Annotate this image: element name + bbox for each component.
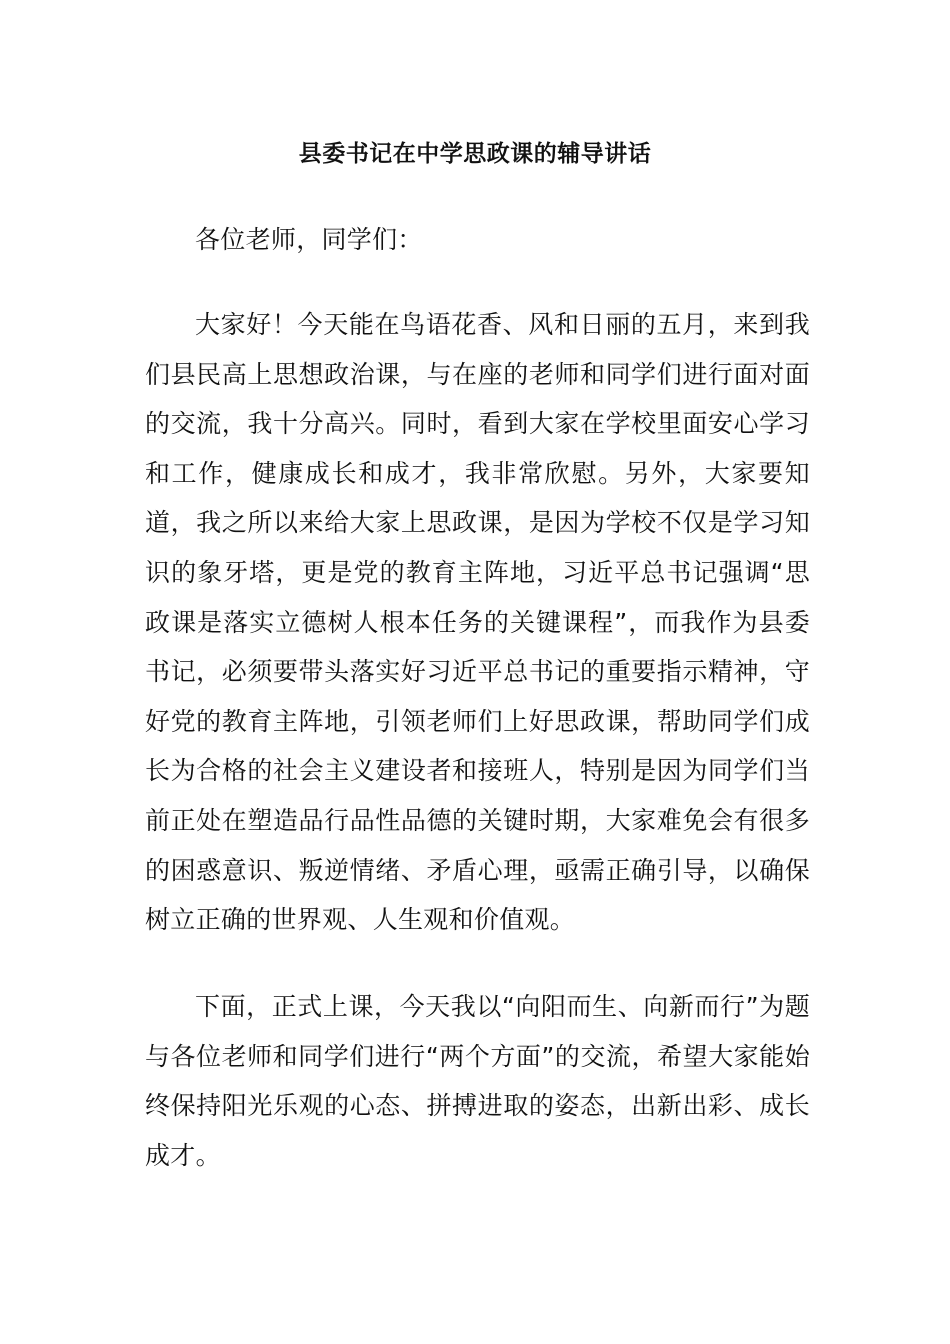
paragraph-1: 大家好！今天能在鸟语花香、风和日丽的五月，来到我们县民高上思想政治课，与在座的老师和同学们进行面对面的交流，我十分高兴。同时，看到大家在学校里面安心学习和工作，健康成长和成才，我非常欣慰。另外，大家要知道，我之所以来给大家上思政课，是因为学校不仅是学习知识的象牙塔，更是党的教育主阵地，习近平总书记强调“思政课是落实立德树人根本任务的关键课程”，而我作为县委书记，必须要带头落实好习近平总书记的重要指示精神，守好党的教育主阵地，引领老师们上好思政课，帮助同学们成长为合格的社会主义建设者和接班人，特别是因为同学们当前正处在塑造品行品性品德的关键时期，大家难免会有很多的困惑意识、叛逆情绪、矛盾心理，亟需正确引导，以确保树立正确的世界观、人生观和价值观。 (145, 310, 810, 935)
salutation: 各位老师，同学们： (195, 225, 423, 254)
document-title: 县委书记在中学思政课的辅导讲话 (298, 141, 652, 167)
paragraph-2: 下面，正式上课，今天我以“向阳而生、向新而行”为题与各位老师和同学们进行“两个方面”的交流，希望大家能始终保持阳光乐观的心态、拼搏进取的姿态，出新出彩、成长成才。 (145, 992, 810, 1170)
